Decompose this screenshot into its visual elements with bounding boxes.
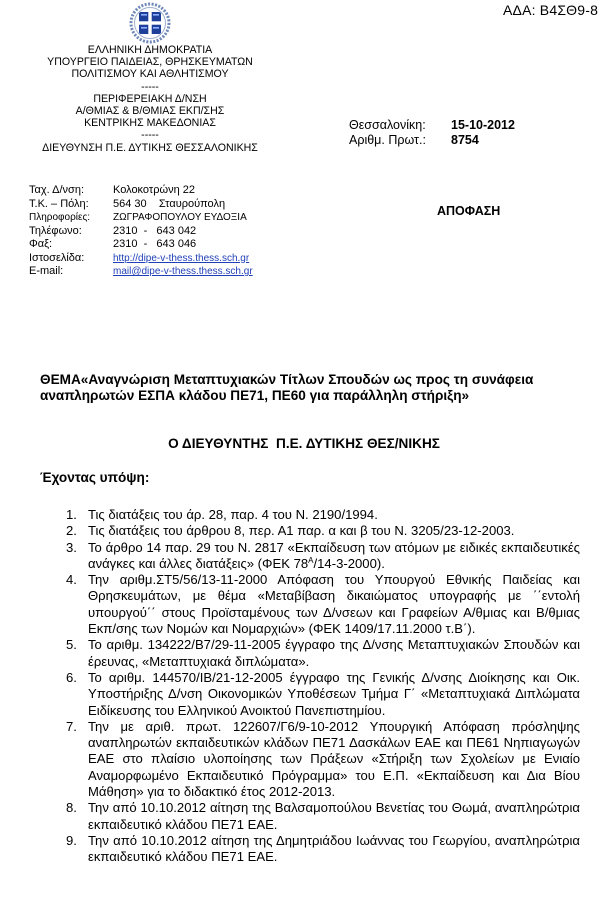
header-line: ΠΕΡΙΦΕΡΕΙΑΚΗ Δ/ΝΣΗ bbox=[93, 92, 207, 105]
list-item bbox=[66, 719, 580, 800]
header-line: ΔΙΕΥΘΥΝΣΗ Π.Ε. ΔΥΤΙΚΗΣ ΘΕΣΣΑΛΟΝΙΚΗΣ bbox=[42, 141, 258, 154]
item-text: Την από 10.10.2012 αίτηση της Δημητριάδου Ιωάννας του Γεωργίου, αναπληρώτρια εκπαιδευτικό κλάδου ΠΕ71 ΕΑΕ. bbox=[88, 832, 580, 865]
protocol-number: 8754 bbox=[451, 133, 479, 147]
item-text: Το αριθμ. 144570/ΙΒ/21-12-2005 έγγραφο της Γενικής Δ/νσης Διοίκησης και Οικ. Υποστήριξης Δ/νση Οικονομικών Υποθέσεων Τμήμα Γ΄ «Μεταπτυχιακά Διπλώματα Ειδίκευσης του Ελληνικού Ανοικτού Πανεπιστημίου. bbox=[88, 669, 580, 718]
item-text: Το αριθμ. 134222/Β7/29-11-2005 έγγραφο της Δ/νσης Μεταπτυχιακών Σπουδών και έρευνας, «Μεταπτυχιακά διπλώματα». bbox=[88, 637, 580, 669]
list-item bbox=[66, 540, 580, 573]
list-item bbox=[66, 800, 580, 833]
issuer-header bbox=[30, 44, 270, 154]
zip-value: 564 30 Σταυρούπολη bbox=[113, 197, 226, 210]
subject-heading: ΘΕΜΑ«Αναγνώριση Μεταπτυχιακών Τίτλων Σπουδών ως προς τη συνάφεια αναπληρωτών ΕΣΠΑ κλάδου ΠΕ71, ΠΕ60 για παράλληλη στήριξη» bbox=[40, 372, 534, 404]
header-separator: ----- bbox=[141, 80, 159, 93]
ada-code: ΑΔΑ: Β4ΣΘ9-8 bbox=[503, 2, 599, 18]
item-superscript: Α bbox=[308, 555, 314, 565]
zip-label: Τ.Κ. – Πόλη: bbox=[29, 197, 89, 210]
date-protocol-block bbox=[349, 118, 515, 148]
item-number: 5. bbox=[66, 637, 77, 653]
considerations-list bbox=[66, 507, 580, 866]
header-separator: ----- bbox=[141, 129, 159, 142]
item-text: Την με αριθ. πρωτ. 122607/Γ6/9-10-2012 Υπουργική Απόφαση πρόσληψης αναπληρωτών εκπαιδευτικών κλάδων ΠΕ71 Δασκάλων ΕΑΕ και ΠΕ61 Νηπιαγωγών ΕΑΕ στο πλαίσιο υλοποίησης των Πράξεων «Στήριξη των Σχολείων με Ενιαίο Αναμορφωμένο Εκπαιδευτικό Πρόγραμμα» του Ε.Π. «Εκπαίδευση και Δια Βίου Μάθηση» για το διδακτικό έτος 2012-2013. bbox=[88, 718, 580, 800]
item-text: Το άρθρο 14 παρ. 29 του Ν. 2817 «Εκπαίδευση των ατόμων με ειδικές εκπαιδευτικές ανάγκες και άλλες διατάξεις» (ΦΕΚ 78 bbox=[88, 539, 580, 571]
item-text: Την από 10.10.2012 αίτηση της Βαλσαμοπούλου Βενετίας του Θωμά, αναπληρώτρια εκπαιδευτικό κλάδου ΠΕ71 ΕΑΕ. bbox=[88, 800, 580, 832]
item-number: 6. bbox=[66, 669, 77, 685]
phone-value: 2310 - 643 042 bbox=[113, 224, 197, 237]
document-date: 15-10-2012 bbox=[451, 118, 515, 132]
address-value: Κολοκοτρώνη 22 bbox=[113, 184, 195, 196]
list-item bbox=[66, 670, 580, 719]
item-number: 7. bbox=[66, 718, 77, 734]
item-text: Τις διατάξεις του άρ. 28, παρ. 4 του Ν. 2190/1994. bbox=[88, 507, 378, 522]
list-item bbox=[66, 833, 580, 866]
info-label: Πληροφορίες: bbox=[29, 212, 91, 223]
item-number: 8. bbox=[66, 800, 77, 816]
protocol-label: Αριθμ. Πρωτ.: bbox=[349, 133, 426, 147]
decision-title: ΑΠΟΦΑΣΗ bbox=[437, 204, 501, 218]
website-link[interactable]: http://dipe-v-thess.thess.sch.gr bbox=[113, 252, 250, 264]
item-number: 9. bbox=[66, 832, 77, 848]
director-title: Ο ΔΙΕΥΘΥΝΤΗΣ Π.Ε. ΔΥΤΙΚΗΣ ΘΕΣ/ΝΙΚΗΣ bbox=[168, 436, 440, 451]
fax-value: 2310 - 643 046 bbox=[113, 238, 197, 250]
header-line: ΥΠΟΥΡΓΕΙΟ ΠΑΙΔΕΙΑΣ, ΘΡΗΣΚΕΥΜΑΤΩΝ bbox=[47, 56, 253, 69]
item-text: Τις διατάξεις του άρθρου 8, περ. Α1 παρ. α και β του Ν. 3205/23-12-2003. bbox=[88, 523, 515, 539]
item-text-after: /14-3-2000). bbox=[313, 555, 385, 571]
header-line: Α/ΘΜΙΑΣ & Β/ΘΜΙΑΣ ΕΚΠ/ΣΗΣ bbox=[75, 105, 225, 118]
phone-label: Τηλέφωνο: bbox=[29, 224, 82, 237]
list-item bbox=[66, 572, 580, 637]
item-text-wrap bbox=[88, 540, 580, 573]
item-text: Την αριθμ.ΣΤ5/56/13-11-2000 Απόφαση του Υπουργού Εθνικής Παιδείας και Θρησκευμάτων, με θέμα «Μεταβίβαση δικαιώματος υπογραφής με ΄΄εντολή υπουργού΄΄ στους Προϊσταμένους των Δ/νσεων και Γραφείων Α/θμιας και Β/θμιας Εκπ/σης των Νομών και Νομαρχιών» (ΦΕΚ 1409/17.11.2000 τ.Β΄). bbox=[88, 572, 580, 637]
item-number: 4. bbox=[66, 572, 77, 588]
address-label: Ταχ. Δ/νση: bbox=[29, 184, 85, 196]
list-item bbox=[66, 523, 580, 539]
contact-block bbox=[29, 184, 253, 279]
greek-emblem-icon bbox=[129, 2, 171, 44]
email-link[interactable]: mail@dipe-v-thess.thess.sch.gr bbox=[113, 266, 253, 277]
item-number: 1. bbox=[66, 507, 77, 522]
list-item bbox=[66, 507, 580, 523]
city-label: Θεσσαλονίκη: bbox=[349, 118, 426, 132]
header-line: ΠΟΛΙΤΙΣΜΟΥ ΚΑΙ ΑΘΛΗΤΙΣΜΟΥ bbox=[71, 68, 229, 81]
item-number: 2. bbox=[66, 523, 77, 539]
info-value: ΖΩΓΡΑΦΟΠΟΥΛΟΥ ΕΥΔΟΞΙΑ bbox=[113, 212, 247, 223]
having-regard-heading: Έχοντας υπόψη: bbox=[40, 470, 150, 485]
item-number: 3. bbox=[66, 539, 77, 555]
list-item bbox=[66, 637, 580, 670]
header-line: ΚΕΝΤΡΙΚΗΣ ΜΑΚΕΔΟΝΙΑΣ bbox=[84, 117, 216, 130]
email-label: E-mail: bbox=[29, 265, 64, 277]
header-line: ΕΛΛΗΝΙΚΗ ΔΗΜΟΚΡΑΤΙΑ bbox=[87, 44, 213, 56]
fax-label: Φαξ: bbox=[29, 238, 53, 250]
website-label: Ιστοσελίδα: bbox=[29, 251, 85, 264]
